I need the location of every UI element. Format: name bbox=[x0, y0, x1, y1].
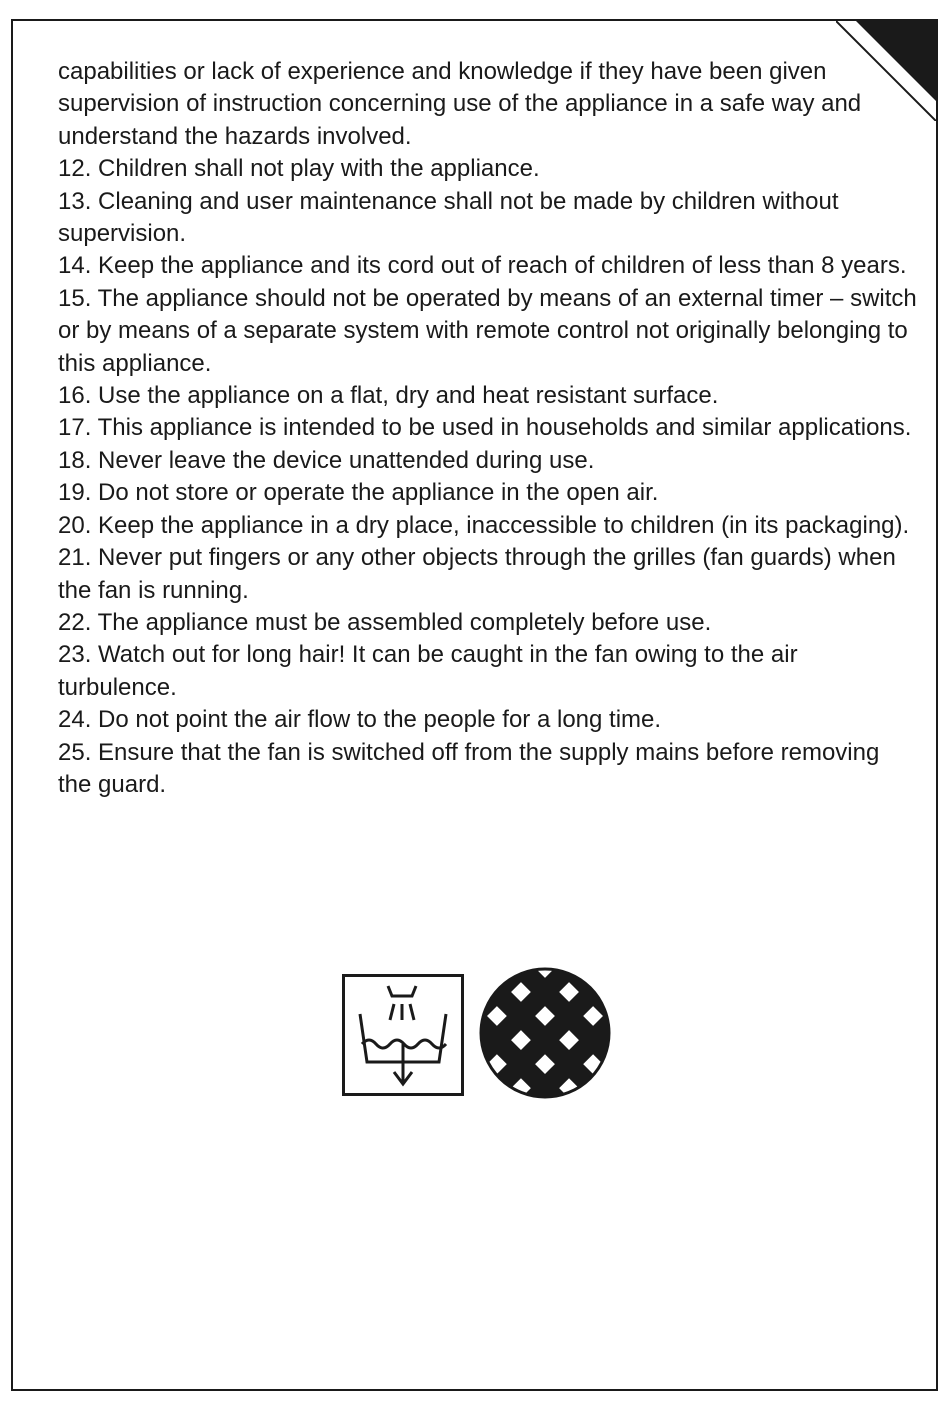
instruction-24: 24. Do not point the air flow to the people for a long time. bbox=[58, 706, 662, 734]
instruction-12: 12. Children shall not play with the appliance. bbox=[58, 155, 540, 183]
instruction-22: 22. The appliance must be assembled completely before use. bbox=[58, 608, 712, 636]
instruction-20: 20. Keep the appliance in a dry place, inaccessible to children (in its packaging). bbox=[58, 511, 910, 539]
instruction-13: 13. Cleaning and user maintenance shall not be made by children without supervision. bbox=[58, 187, 839, 248]
fan-grille-symbol-icon bbox=[478, 966, 612, 1100]
instruction-17: 17. This appliance is intended to be used in households and similar applications. bbox=[58, 414, 912, 442]
washing-basin-symbol-icon bbox=[342, 974, 464, 1096]
instruction-21: 21. Never put fingers or any other objects through the grilles (fan guards) when the fan is running. bbox=[58, 544, 896, 604]
safety-instructions-text bbox=[58, 56, 918, 801]
instruction-25: 25. Ensure that the fan is switched off from the supply mains before removing the guard. bbox=[58, 738, 880, 798]
instruction-23: 23. Watch out for long hair! It can be caught in the fan owing to the air turbulence. bbox=[58, 641, 798, 701]
instruction-14: 14. Keep the appliance and its cord out of reach of children of less than 8 years. bbox=[58, 252, 907, 280]
symbols-row bbox=[342, 966, 614, 1098]
instruction-19: 19. Do not store or operate the appliance in the open air. bbox=[58, 479, 659, 507]
paragraph-continuation: capabilities or lack of experience and knowledge if they have been given supervision of instruction concerning use of the appliance in a safe way and understand the hazards involved. bbox=[58, 58, 862, 150]
instruction-18: 18. Never leave the device unattended during use. bbox=[58, 446, 595, 474]
instruction-16: 16. Use the appliance on a flat, dry and heat resistant surface. bbox=[58, 382, 719, 410]
instruction-15: 15. The appliance should not be operated by means of an external timer – switch or by means of a separate system with remote control not originally belonging to this appliance. bbox=[58, 284, 917, 377]
